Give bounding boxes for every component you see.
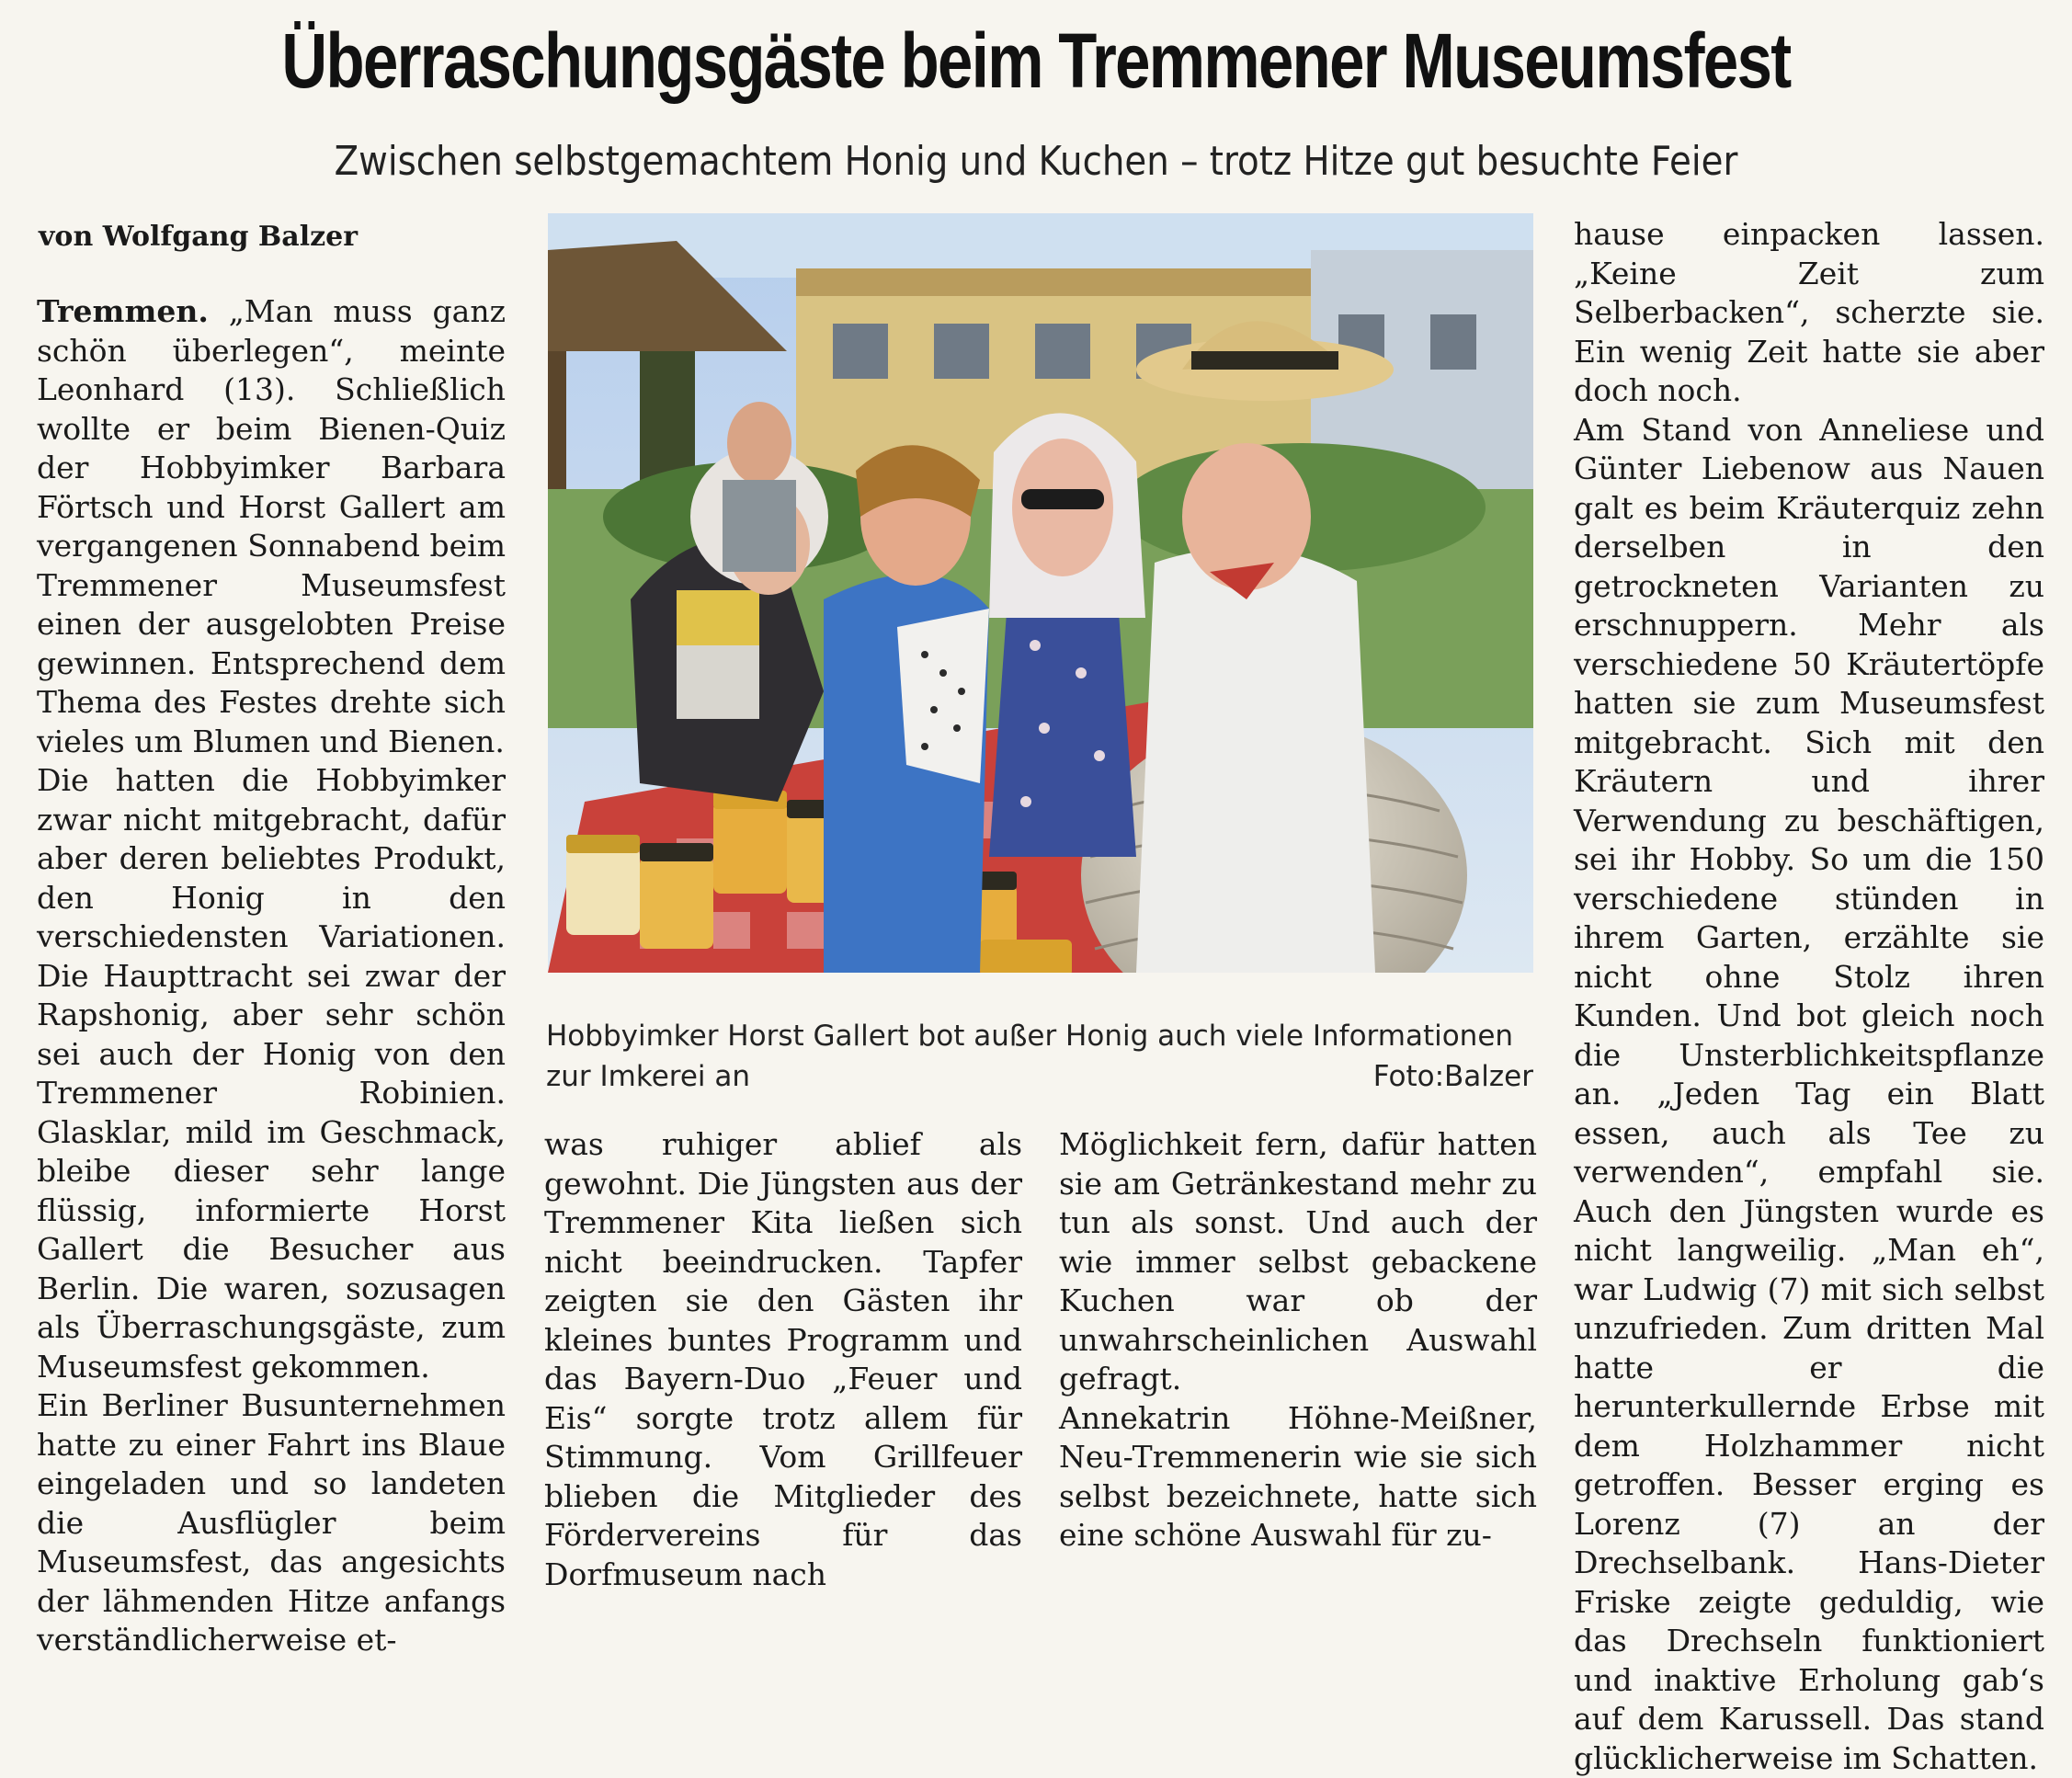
column-2 xyxy=(544,1125,1022,1594)
photo-beekeeper-stand xyxy=(548,213,1533,973)
caption-text: Hobbyimker Horst Gallert bot außer Honig auch viele Informationen zur Imkerei an xyxy=(546,1020,1513,1093)
paragraph-text: „Man muss ganz schön überlegen“, meinte Leonhard (13). Schließlich wollte er beim Bienen-Quiz der Hobbyimker Barbara Förtsch und Horst Gallert am vergangenen Sonnabend beim Tremmener Museumsfest einen der ausgelobten Preise gewinnen. Entsprechend dem Thema des Festes drehte sich vieles um Blumen und Bienen. xyxy=(37,293,506,759)
photo-credit: Foto:Balzer xyxy=(1373,1056,1533,1097)
paragraph: Möglichkeit fern, dafür hatten sie am Getränkestand mehr zu tun als sonst. Und auch der wie immer selbst gebackene Kuchen war ob der unwahrscheinlichen Auswahl gefragt. xyxy=(1059,1125,1537,1399)
paragraph: hause einpacken lassen. „Keine Zeit zum Selberbacken“, scherzte sie. Ein wenig Zeit hatte sie aber doch noch. xyxy=(1574,215,2044,411)
paragraph: Am Stand von Anneliese und Günter Liebenow aus Nauen galt es beim Kräuterquiz zehn derselben in den getrockneten Varianten zu erschnuppern. Mehr als verschiedene 50 Kräutertöpfe hatten sie zum Museumsfest mitgebracht. Sich mit den Kräutern und ihrer Verwendung zu beschäftigen, sei ihr Hobby. So um die 150 verschiedene stünden in ihrem Garten, erzählte sie nicht ohne Stolz ihren Kunden. Und bot gleich noch die Unsterblichkeitspflanze an. „Jeden Tag ein Blatt essen, auch als Tee zu verwenden“, empfahl sie. Auch den Jüngsten wurde es nicht langweilig. „Man eh“, war Ludwig (7) mit sich selbst unzufrieden. Zum dritten Mal hatte er die herunterkullernde Erbse mit dem Holzhammer nicht getroffen. Besser erging es Lorenz (7) an der Drechselbank. Hans-Dieter Friske zeigte geduldig, wie das Drechseln funktioniert und inaktive Erholung gab‘s auf dem Karussell. Das stand glücklicherweise im Schatten. xyxy=(1574,411,2044,1778)
paragraph: was ruhiger ablief als gewohnt. Die Jüngsten aus der Tremmener Kita ließen sich nicht beeindrucken. Tapfer zeigten sie den Gästen ihr kleines buntes Programm und das Bayern-Duo „Feuer und Eis“ sorgte trotz allem für Stimmung. Vom Grillfeuer blieben die Mitglieder des Fördervereins für das Dorfmuseum nach xyxy=(544,1125,1022,1594)
article-photo xyxy=(548,213,1533,973)
paragraph: Annekatrin Höhne-Meißner, Neu-Tremmenerin wie sie sich selbst bezeichnete, hatte sich eine schöne Auswahl für zu- xyxy=(1059,1399,1537,1556)
column-1 xyxy=(37,292,506,1660)
byline: von Wolfgang Balzer xyxy=(39,221,358,253)
paragraph: Ein Berliner Busunternehmen hatte zu einer Fahrt ins Blaue eingeladen und so landeten die Ausflügler beim Museumsfest, das angesichts der lähmenden Hitze anfangs verständlicherweise et- xyxy=(37,1386,506,1660)
dateline: Tremmen. xyxy=(37,293,209,329)
photo-caption xyxy=(546,1016,1533,1097)
paragraph xyxy=(37,292,506,761)
headline: Überraschungsgäste beim Tremmener Museumsfest xyxy=(187,17,1885,106)
column-3 xyxy=(1059,1125,1537,1556)
column-4 xyxy=(1574,215,2044,1778)
subheadline: Zwischen selbstgemachtem Honig und Kuchen – trotz Hitze gut besuchte Feier xyxy=(124,138,1948,185)
paragraph: Die hatten die Hobbyimker zwar nicht mitgebracht, dafür aber deren beliebtes Produkt, den Honig in den verschiedensten Variationen. Die Haupttracht sei zwar der Rapshonig, aber sehr schön sei auch der Honig von den Tremmener Robinien. Glasklar, mild im Geschmack, bleibe dieser sehr lange flüssig, informierte Horst Gallert die Besucher aus Berlin. Die waren, sozusagen als Überraschungsgäste, zum Museumsfest gekommen. xyxy=(37,761,506,1386)
